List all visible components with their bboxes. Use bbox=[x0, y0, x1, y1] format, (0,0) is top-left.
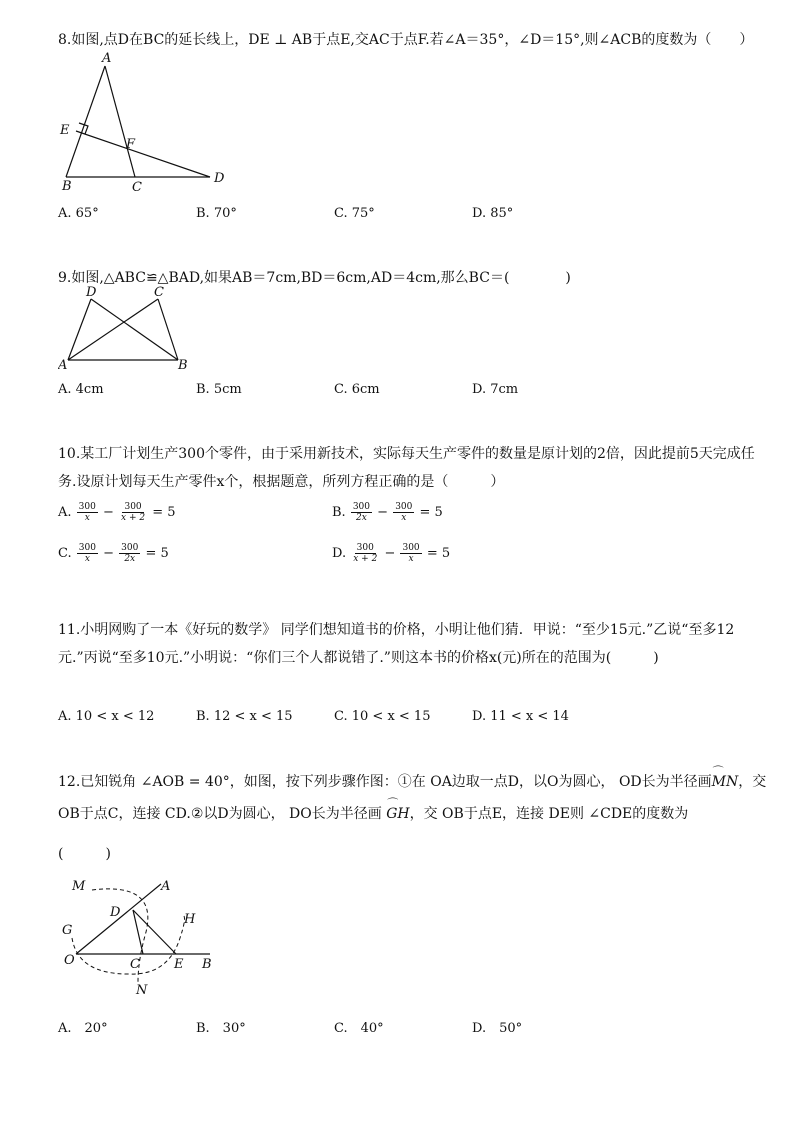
option-d[interactable]: D. 85° bbox=[472, 206, 514, 221]
fraction: $\frac{300}{x}$ bbox=[78, 543, 96, 564]
fraction: $\frac{300}{2x}$ bbox=[352, 502, 371, 523]
question-number: 9. bbox=[58, 270, 72, 286]
question-text: 小明网购了一本《好玩的数学》 同学们想知道书的价格，小明让他们猜．甲说：“至少15元.”乙说“至多12元.”丙说“至多10元.”小明说：“你们三个人都说错了.”则这本书的价格x(元)所在的范围为( ) bbox=[58, 622, 735, 666]
question-12 bbox=[58, 766, 770, 870]
figure-angle-construction bbox=[58, 872, 228, 1002]
option-c[interactable]: C. $\frac{300}{x}$ − $\frac{300}{2x}$ = 5 bbox=[58, 543, 169, 564]
question-number: 12. bbox=[58, 774, 81, 790]
option-a[interactable]: A. 10 < x < 12 bbox=[58, 709, 155, 724]
label-B: B bbox=[62, 179, 72, 194]
question-8-options bbox=[58, 206, 770, 226]
fraction: $\frac{300}{x + 2}$ bbox=[121, 502, 146, 523]
label-D: D bbox=[214, 171, 225, 186]
option-c[interactable]: C. 40° bbox=[334, 1021, 384, 1036]
label-M: M bbox=[72, 879, 86, 894]
option-a[interactable]: A. 65° bbox=[58, 206, 99, 221]
label-G: G bbox=[62, 923, 73, 938]
option-d[interactable]: D. 11 < x < 14 bbox=[472, 709, 569, 724]
label-D: D bbox=[86, 285, 97, 300]
option-c[interactable]: C. 75° bbox=[334, 206, 375, 221]
question-text-part1: 已知锐角 ∠AOB = 40°，如图，按下列步骤作图：①在 OA边取一点D，以O为圆心， OD长为半径画 bbox=[80, 774, 712, 790]
option-a[interactable]: A. 4cm bbox=[58, 382, 104, 397]
figure-congruent-triangles bbox=[58, 285, 208, 375]
label-B: B bbox=[178, 358, 188, 373]
figure-triangle-abc-d bbox=[58, 52, 248, 197]
label-F: F bbox=[126, 137, 136, 152]
question-12-options bbox=[58, 1017, 770, 1037]
label-D: D bbox=[110, 905, 121, 920]
label-C: C bbox=[154, 285, 164, 300]
question-10-stem bbox=[58, 440, 770, 496]
option-d[interactable]: D. 50° bbox=[472, 1021, 523, 1036]
label-N: N bbox=[136, 983, 148, 998]
question-11-stem bbox=[58, 616, 770, 672]
question-text-part3: ，交 OB于点E，连接 DE则 ∠CDE的度数为 bbox=[409, 806, 689, 822]
question-8-stem bbox=[58, 26, 770, 54]
label-C: C bbox=[130, 957, 140, 972]
label-O: O bbox=[64, 953, 75, 968]
question-11-options bbox=[58, 709, 770, 729]
question-text-part2: ，交 OB于点C，连接 CD.②以D为圆心， DO长为半径画 bbox=[58, 774, 767, 822]
answer-blank: ( ) bbox=[58, 846, 111, 862]
question-10 bbox=[58, 440, 770, 496]
label-B: B bbox=[202, 957, 212, 972]
label-C: C bbox=[132, 180, 142, 195]
option-d[interactable]: D. $\frac{300}{x + 2}$ − $\frac{300}{x}$ = 5 bbox=[332, 543, 451, 564]
question-text: 如图,△ABC≌△BAD,如果AB＝7cm,BD＝6cm,AD＝4cm,那么BC＝( ) bbox=[71, 270, 571, 286]
label-A: A bbox=[58, 358, 68, 373]
question-text: 某工厂计划生产300个零件，由于采用新技术，实际每天生产零件的数量是原计划的2倍，因此提前5天完成任务.设原计划每天生产零件x个，根据题意，所列方程正确的是（ ） bbox=[58, 446, 755, 490]
option-a[interactable]: A. 20° bbox=[58, 1021, 108, 1036]
label-E: E bbox=[60, 123, 70, 138]
option-b[interactable]: B. 30° bbox=[196, 1021, 246, 1036]
fraction: $\frac{300}{2x}$ bbox=[121, 543, 139, 564]
fraction: $\frac{300}{x}$ bbox=[395, 502, 413, 523]
fraction: $\frac{300}{x + 2}$ bbox=[353, 543, 378, 564]
fraction: $\frac{300}{x}$ bbox=[402, 543, 420, 564]
option-b[interactable]: B. 5cm bbox=[196, 382, 242, 397]
label-A: A bbox=[161, 879, 171, 894]
question-text: 如图,点D在BC的延长线上，DE ⊥ AB于点E,交AC于点F.若∠A＝35°，∠D＝15°,则∠ACB的度数为（ ） bbox=[71, 32, 754, 48]
option-a[interactable]: A. $\frac{300}{x}$ − $\frac{300}{x + 2}$ = 5 bbox=[58, 502, 176, 523]
label-E: E bbox=[174, 957, 184, 972]
question-number: 10. bbox=[58, 446, 81, 462]
label-A: A bbox=[102, 52, 112, 66]
question-8 bbox=[58, 26, 770, 54]
option-c[interactable]: C. 10 < x < 15 bbox=[334, 709, 431, 724]
option-c[interactable]: C. 6cm bbox=[334, 382, 380, 397]
question-12-stem bbox=[58, 766, 770, 830]
option-b[interactable]: B. 12 < x < 15 bbox=[196, 709, 293, 724]
fraction: $\frac{300}{x}$ bbox=[78, 502, 96, 523]
question-number: 11. bbox=[58, 622, 81, 638]
question-number: 8. bbox=[58, 32, 72, 48]
question-11 bbox=[58, 616, 770, 672]
question-9-options bbox=[58, 382, 770, 402]
arc-gh: ⌒ GH bbox=[386, 798, 409, 830]
arc-mn: ⌒ MN bbox=[712, 766, 739, 798]
option-d[interactable]: D. 7cm bbox=[472, 382, 519, 397]
label-H: H bbox=[184, 912, 196, 927]
option-b[interactable]: B. $\frac{300}{2x}$ − $\frac{300}{x}$ = 5 bbox=[332, 502, 443, 523]
option-b[interactable]: B. 70° bbox=[196, 206, 237, 221]
